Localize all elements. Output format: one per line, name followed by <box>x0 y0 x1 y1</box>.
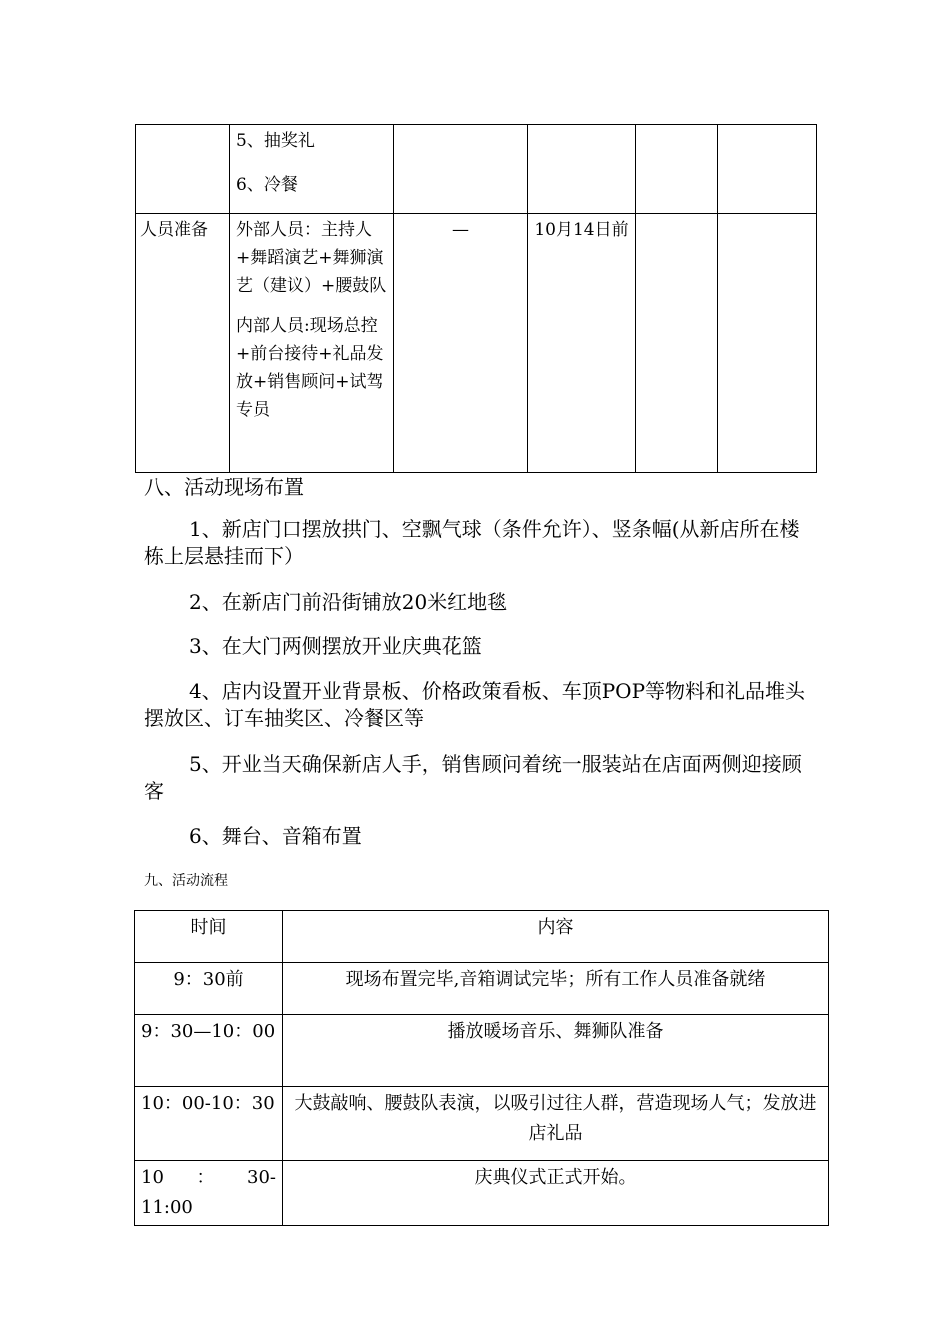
list-item: 5、开业当天确保新店人手，销售顾问着统一服装站在店面两侧迎接顾客 <box>144 752 802 803</box>
table-row <box>136 125 817 214</box>
date-cell: 10月14日前 <box>528 214 636 473</box>
cell <box>718 214 817 473</box>
content-cell <box>230 214 394 473</box>
table-row <box>136 214 817 473</box>
content-line: 外部人员：主持人+舞蹈演艺+舞狮演艺（建议）+腰鼓队 <box>236 220 387 296</box>
list-item: 3、在大门两侧摆放开业庆典花篮 <box>189 634 482 658</box>
time-part: 11:00 <box>141 1197 193 1218</box>
time-cell <box>135 1161 283 1226</box>
content-cell: 大鼓敲响、腰鼓队表演，以吸引过往人群，营造现场人气；发放进店礼品 <box>283 1087 829 1161</box>
content-cell: 播放暖场音乐、舞狮队准备 <box>283 1015 829 1087</box>
content-line: 5、抽奖礼 <box>236 131 315 151</box>
content-cell <box>230 125 394 214</box>
cell <box>636 214 718 473</box>
list-item: 4、店内设置开业背景板、价格政策看板、车顶POP等物料和礼品堆头摆放区、订车抽奖区、冷餐区等 <box>144 679 806 730</box>
time-cell: 9：30—10：00 <box>135 1015 283 1087</box>
table-header-row <box>135 911 829 963</box>
table-row <box>135 1161 829 1226</box>
cell <box>718 125 817 214</box>
list-item: 6、舞台、音箱布置 <box>189 824 362 848</box>
column-header: 时间 <box>135 911 283 963</box>
column-header: 内容 <box>283 911 829 963</box>
content-line: 6、冷餐 <box>236 175 298 195</box>
cell <box>394 125 528 214</box>
dash-cell: — <box>394 214 528 473</box>
flow-table <box>134 910 829 1226</box>
cell <box>528 125 636 214</box>
list-item: 1、新店门口摆放拱门、空飘气球（条件允许）、竖条幅(从新店所在楼栋上层悬挂而下） <box>144 517 800 568</box>
time-cell: 10：00-10：30 <box>135 1087 283 1161</box>
time-part: 30- <box>247 1167 276 1188</box>
content-line: 内部人员:现场总控+前台接待+礼品发放+销售顾问+试驾专员 <box>236 316 384 420</box>
category-cell: 人员准备 <box>136 214 230 473</box>
preparation-table <box>135 124 817 473</box>
content-cell: 庆典仪式正式开始。 <box>283 1161 829 1226</box>
table-row <box>135 963 829 1015</box>
time-part: 10 <box>141 1167 164 1188</box>
section-heading: 九、活动流程 <box>144 873 228 889</box>
table-row <box>135 1087 829 1161</box>
content-cell: 现场布置完毕,音箱调试完毕；所有工作人员准备就绪 <box>283 963 829 1015</box>
time-cell: 9：30前 <box>135 963 283 1015</box>
cell <box>636 125 718 214</box>
list-item: 2、在新店门前沿街铺放20米红地毯 <box>189 590 508 614</box>
section-heading: 八、活动现场布置 <box>144 475 304 499</box>
table-row <box>135 1015 829 1087</box>
time-part: ： <box>196 1167 215 1188</box>
category-cell <box>136 125 230 214</box>
